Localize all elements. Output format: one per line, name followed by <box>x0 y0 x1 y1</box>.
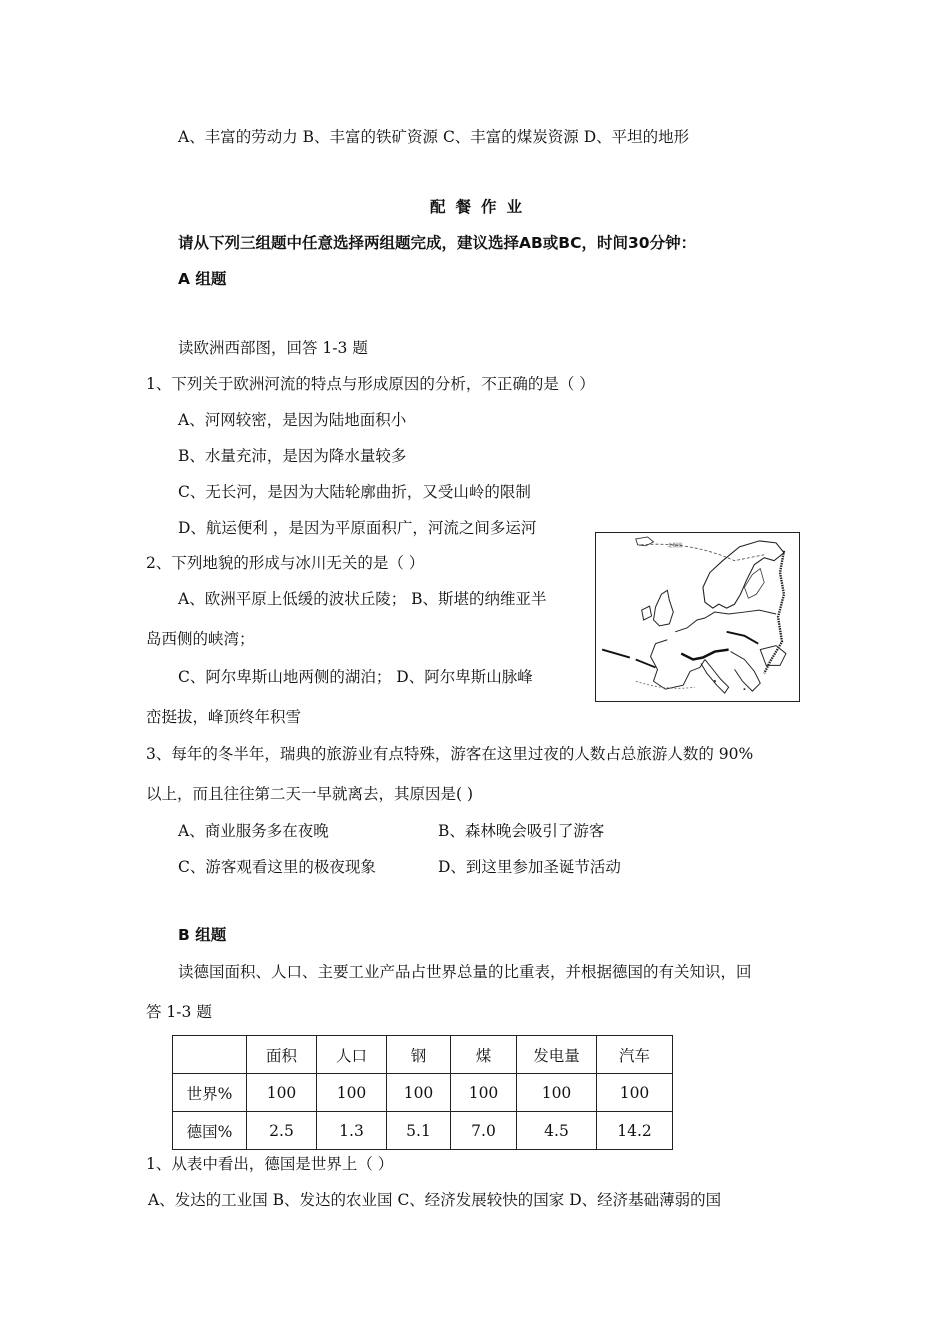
west-river-line <box>602 650 630 658</box>
question-a1-stem: 1、下列关于欧洲河流的特点与形成原因的分析，不正确的是（ ） <box>146 375 595 393</box>
table-cell: 100 <box>387 1074 451 1112</box>
table-header-row <box>173 1036 673 1074</box>
question-a2-options-cd: C、阿尔卑斯山地两侧的湖泊； D、阿尔卑斯山脉峰 <box>178 668 533 686</box>
carpathian-line <box>727 632 759 644</box>
great-britain-outline <box>654 590 674 626</box>
table-cell: 2.5 <box>247 1112 317 1150</box>
table-cell: 100 <box>597 1074 673 1112</box>
island-mark <box>743 688 745 690</box>
question-a2-options-ab: A、欧洲平原上低缓的波状丘陵； B、斯堪的纳维亚半 <box>178 590 547 608</box>
alps-line <box>681 650 728 660</box>
table-header-cell: 人口 <box>317 1036 387 1074</box>
question-a3-option-a: A、商业服务多在夜晚 <box>178 822 329 840</box>
question-a3-option-b: B、森林晚会吸引了游客 <box>438 822 605 840</box>
table-cell: 5.1 <box>387 1112 451 1150</box>
table-row <box>173 1112 673 1150</box>
question-a2-stem: 2、下列地貌的形成与冰川无关的是（ ） <box>146 554 425 572</box>
table-header-cell: 汽车 <box>597 1036 673 1074</box>
question-a1-option-b: B、水量充沛，是因为降水量较多 <box>178 447 407 465</box>
iberia-outline <box>651 640 705 689</box>
group-b-intro: 读德国面积、人口、主要工业产品占世界总量的比重表，并根据德国的有关知识，回 <box>178 963 752 981</box>
table-header-cell: 煤 <box>451 1036 517 1074</box>
group-a-intro: 读欧洲西部图，回答 1-3 题 <box>178 339 368 357</box>
table-cell: 100 <box>247 1074 317 1112</box>
homework-instruction: 请从下列三组题中任意选择两组题完成，建议选择AB或BC，时间30分钟： <box>178 234 697 252</box>
question-b1-stem: 1、从表中看出，德国是世界上（ ） <box>146 1155 394 1173</box>
europe-map-drawing <box>596 533 799 701</box>
page-title: 配餐作业 <box>430 198 533 216</box>
table-cell: 7.0 <box>451 1112 517 1150</box>
europe-map <box>595 532 800 702</box>
arctic-circle-label: 北极圈 <box>667 542 683 549</box>
question-a1-option-d: D、航运便利 ，是因为平原面积广，河流之间多运河 <box>178 519 537 537</box>
table-cell: 100 <box>451 1074 517 1112</box>
table-cell: 4.5 <box>517 1112 597 1150</box>
question-a2-options-cd-cont: 峦挺拔，峰顶终年积雪 <box>146 708 302 726</box>
table-cell: 100 <box>317 1074 387 1112</box>
scandinavia-outline <box>703 541 784 608</box>
question-a3-option-d: D、到这里参加圣诞节活动 <box>438 858 621 876</box>
italy-outline <box>701 659 729 693</box>
group-b-intro-cont: 答 1-3 题 <box>146 1003 212 1021</box>
table-cell: 德国% <box>173 1112 247 1150</box>
group-a-label: A 组题 <box>178 270 227 288</box>
question-a1-option-a: A、河网较密，是因为陆地面积小 <box>178 411 407 429</box>
germany-share-table <box>172 1035 673 1150</box>
table-cell: 100 <box>517 1074 597 1112</box>
ireland-outline <box>642 606 652 620</box>
prev-question-options: A、丰富的劳动力 B、丰富的铁矿资源 C、丰富的煤炭资源 D、平坦的地形 <box>178 128 690 146</box>
table-cell: 14.2 <box>597 1112 673 1150</box>
mediterranean-coast <box>636 681 695 688</box>
table-row <box>173 1074 673 1112</box>
question-b1-options: A、发达的工业国 B、发达的农业国 C、经济发展较快的国家 D、经济基础薄弱的国 <box>148 1191 722 1209</box>
north-coast <box>675 610 776 632</box>
balkans-outline <box>731 652 761 692</box>
finland-outline <box>744 569 764 599</box>
question-a2-options-ab-cont: 岛西侧的峡湾； <box>146 630 255 648</box>
table-header-cell: 发电量 <box>517 1036 597 1074</box>
group-b-label: B 组题 <box>178 926 227 944</box>
table-cell: 1.3 <box>317 1112 387 1150</box>
table-header-cell: 钢 <box>387 1036 451 1074</box>
table-header-cell <box>173 1036 247 1074</box>
question-a1-option-c: C、无长河，是因为大陆轮廓曲折，又受山岭的限制 <box>178 483 531 501</box>
island-mark <box>714 680 716 682</box>
question-a3-stem-cont: 以上，而且往往第二天一早就离去，其原因是( ) <box>146 785 474 803</box>
arctic-circle-line <box>641 544 765 560</box>
table-cell: 世界% <box>173 1074 247 1112</box>
table-header-cell: 面积 <box>247 1036 317 1074</box>
question-a3-stem: 3、每年的冬半年，瑞典的旅游业有点特殊，游客在这里过夜的人数占总旅游人数的 90% <box>146 745 754 763</box>
question-a3-option-c: C、游客观看这里的极夜现象 <box>178 858 376 876</box>
